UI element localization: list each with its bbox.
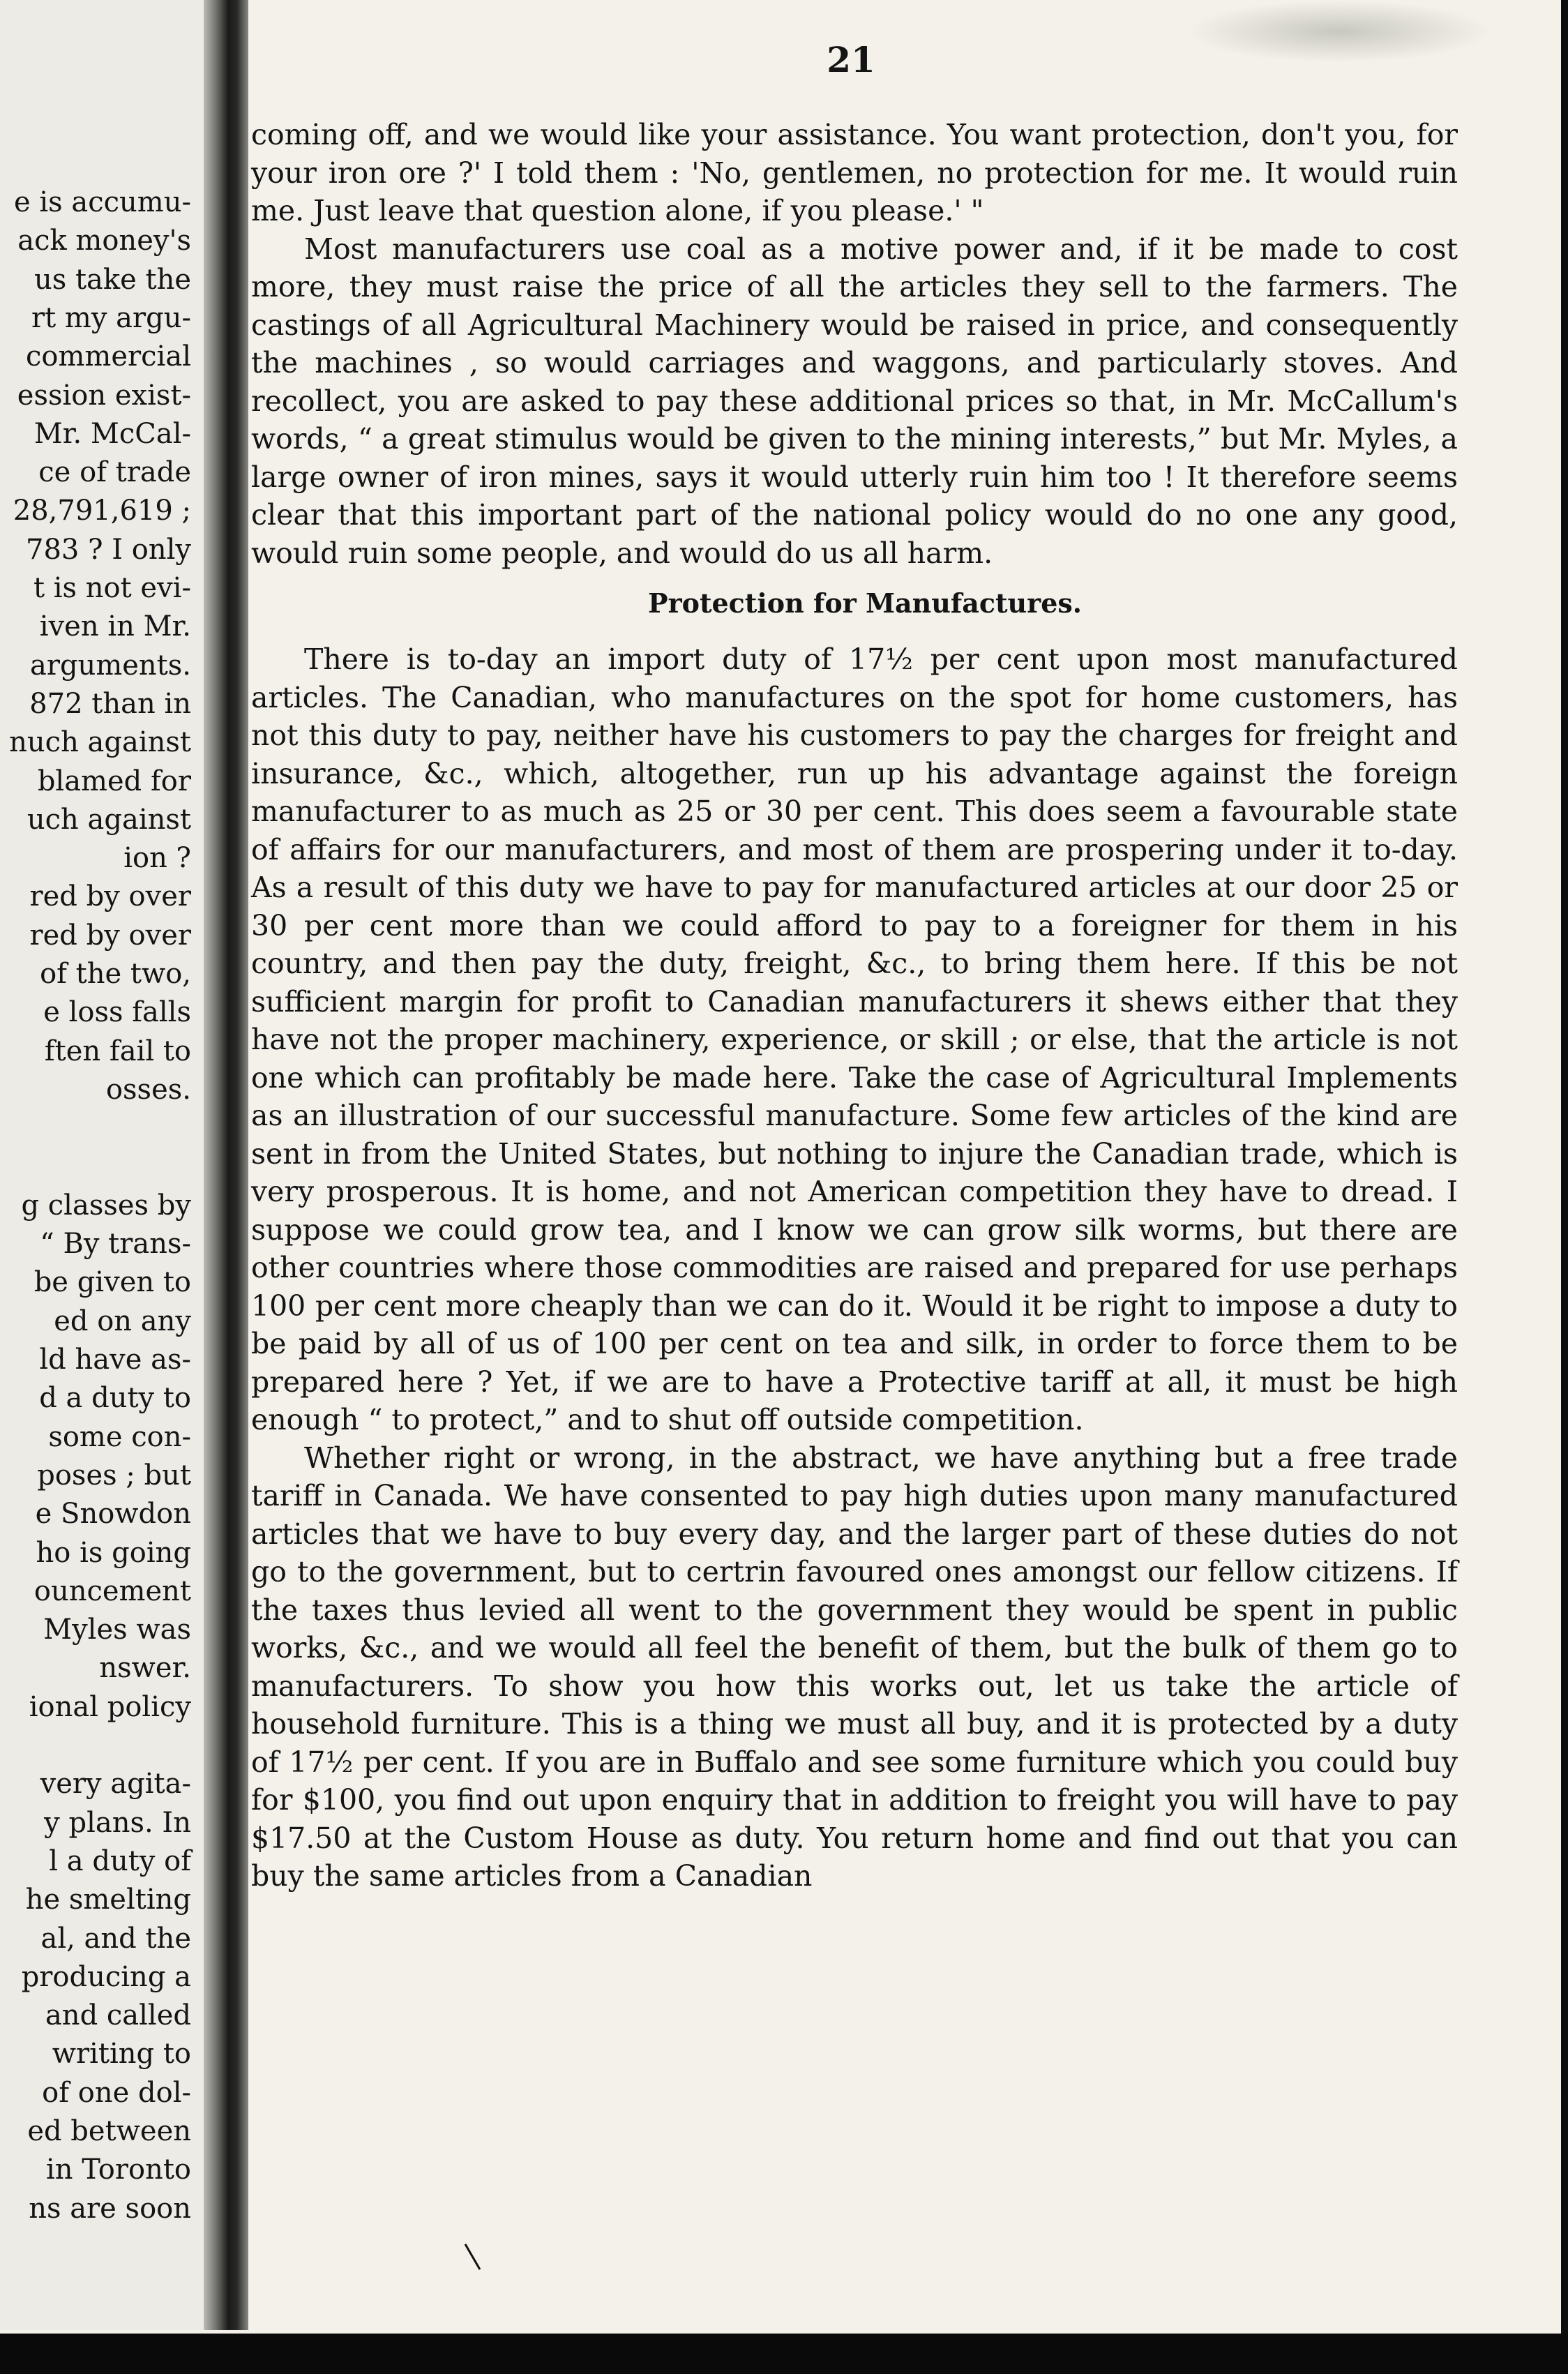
facing-page-line: l a duty of [49, 1845, 191, 1877]
facing-page-line: of one dol- [42, 2076, 191, 2109]
facing-page-line: ack money's [17, 225, 191, 257]
facing-page-line: 28,791,619 ; [13, 495, 191, 527]
facing-page-line: in Toronto [45, 2154, 191, 2186]
facing-page-fragment [0, 0, 204, 2330]
facing-page-line: red by over [29, 919, 191, 952]
paragraph-import-duty: There is to-day an import duty of 17½ per cent upon most manufactured articles. The Canadian, who manufactures on the spot for home customers, has not this duty to pay, neither have his customers to pay the charges for freight and insurance, &c., which, altogether, run up his advantage against the foreign manufacturer to as much as 25 or 30 per cent. This does seem a favourable state of affairs for our manufacturers, and most of them are prospering under it to-day. As a result of this duty we have to pay for manufactured articles at our door 25 or 30 per cent more than we could afford to pay to a foreigner for them in his country, and then pay the duty, freight, &c., to bring them here. If this be not sufficient margin for profit to Canadian manufacturers it shews either that they have not the proper machinery, experience, or skill ; or else, that the article is not one which can profitably be made here. Take the case of Agricultural Implements as an illustration of our successful manufacture. Some few articles of the kind are sent in from the United States, but nothing to injure the Canadian trade, which is very prosperous. It is home, and not American competition they have to dread. I suppose we could grow tea, and I know we can grow silk worms, but there are other countries where those commodities are raised and prepared for use perhaps 100 per cent more cheaply than we can do it. Would it be right to impose a duty to be paid by all of us of 100 per cent on tea and silk, in order to force them to be prepared here ? Yet, if we are to have a Protective tariff at all, it must be high enough “ to protect,” and to shut off outside competition. [251, 643, 1458, 1436]
facing-page-line: d a duty to [39, 1382, 191, 1415]
facing-page-line: t is not evi- [33, 572, 191, 604]
facing-page-line: nswer. [99, 1652, 191, 1685]
scan-edge-bottom [0, 2334, 1568, 2374]
facing-page-line: g classes by [21, 1189, 191, 1222]
book-gutter [204, 0, 248, 2330]
facing-page-line: ns are soon [29, 2192, 191, 2225]
facing-page-line: ession exist- [17, 379, 191, 412]
facing-page-line: Myles was [43, 1614, 191, 1646]
section-heading: Protection for Manufactures. [648, 587, 1082, 619]
facing-page-line: y plans. In [44, 1806, 191, 1839]
facing-page-line: some con- [48, 1420, 191, 1453]
facing-page-line: writing to [52, 2038, 191, 2071]
facing-page-line: ed between [27, 2115, 191, 2147]
facing-page-line: ional policy [29, 1690, 191, 1723]
facing-page-line: producing a [21, 1960, 191, 1993]
facing-page-line: ften fail to [44, 1035, 191, 1067]
facing-page-line: of the two, [40, 958, 191, 990]
facing-page-line: e loss falls [43, 996, 191, 1029]
facing-page-line: iven in Mr. [39, 610, 191, 643]
facing-page-line: e Snowdon [35, 1498, 191, 1531]
ink-mark [465, 2244, 481, 2270]
facing-page-line: ed on any [54, 1305, 191, 1337]
facing-page-line: very agita- [40, 1768, 191, 1801]
facing-page-line: e is accumu- [13, 186, 191, 218]
facing-page-line: ho is going [36, 1536, 191, 1569]
page-body [251, 116, 1458, 1895]
facing-page-line: ce of trade [38, 456, 191, 489]
facing-page-line: ouncement [33, 1575, 191, 1607]
facing-page-line: and called [45, 1999, 191, 2032]
facing-page-line: osses. [105, 1073, 191, 1106]
facing-page-line: 872 than in [29, 687, 191, 720]
scan-edge-right [1561, 0, 1568, 2334]
facing-page-line: arguments. [29, 649, 191, 682]
facing-page-line: 783 ? I only [26, 533, 191, 566]
facing-page-line: uch against [27, 803, 191, 836]
facing-page-line: us take the [33, 263, 191, 296]
facing-page-line: al, and the [40, 1922, 191, 1955]
facing-page-line: poses ; but [37, 1459, 191, 1492]
paragraph-free-trade: Whether right or wrong, in the abstract, we have anything but a free trade tariff in Canada. We have consented to pay high duties upon many manufactured articles that we have to buy every day, and the larger part of these duties do not go to the government, but to certrin favoured ones amongst our fellow citizens. If the taxes thus levied all went to the government they would be spent in public works, &c., and we would all feel the benefit of them, but the bulk of them go to manufacturers. To show you how this works out, let us take the article of household furniture. This is a thing we must all buy, and it is protected by a duty of 17½ per cent. If you are in Buffalo and see some furniture which you could buy for $100, you find out upon enquiry that in addition to freight you will have to pay $17.50 at the Custom House as duty. You return home and find out that you can buy the same articles from a Canadian [251, 1441, 1458, 1893]
facing-page-line: ion ? [123, 842, 191, 875]
page-number: 21 [827, 39, 875, 80]
paragraph-coal: Most manufacturers use coal as a motive power and, if it be made to cost more, they must raise the price of all the articles they sell to the farmers. The castings of all Agricultural Machinery would be raised in price, and consequently the machines , so would carriages and waggons, and particularly stoves. And recollect, you are asked to pay these additional prices so that, in Mr. McCallum's words, “ a great stimulus would be given to the mining interests,” but Mr. Myles, a large owner of iron mines, says it would utterly ruin him too ! It therefore seems clear that this important part of the national policy would do no one any good, would ruin some people, and would do us all harm. [251, 232, 1458, 570]
facing-page-line: he smelting [25, 1884, 191, 1916]
paragraph-quote-end: coming off, and we would like your assistance. You want protection, don't you, for your iron ore ?' I told them : 'No, gentlemen, no protection for me. It would ruin me. Just leave that question alone, if you please.' " [251, 118, 1458, 227]
facing-page-line: ld have as- [39, 1344, 191, 1376]
facing-page-line: red by over [29, 880, 191, 913]
facing-page-line: blamed for [37, 765, 191, 797]
facing-page-line: be given to [33, 1266, 191, 1299]
facing-page-line: “ By trans- [40, 1228, 191, 1261]
facing-page-line: rt my argu- [31, 301, 191, 334]
facing-page-line: nuch against [9, 726, 191, 759]
paper-stain [1186, 0, 1493, 63]
facing-page-line: Mr. McCal- [33, 417, 191, 450]
facing-page-line: commercial [26, 340, 191, 373]
